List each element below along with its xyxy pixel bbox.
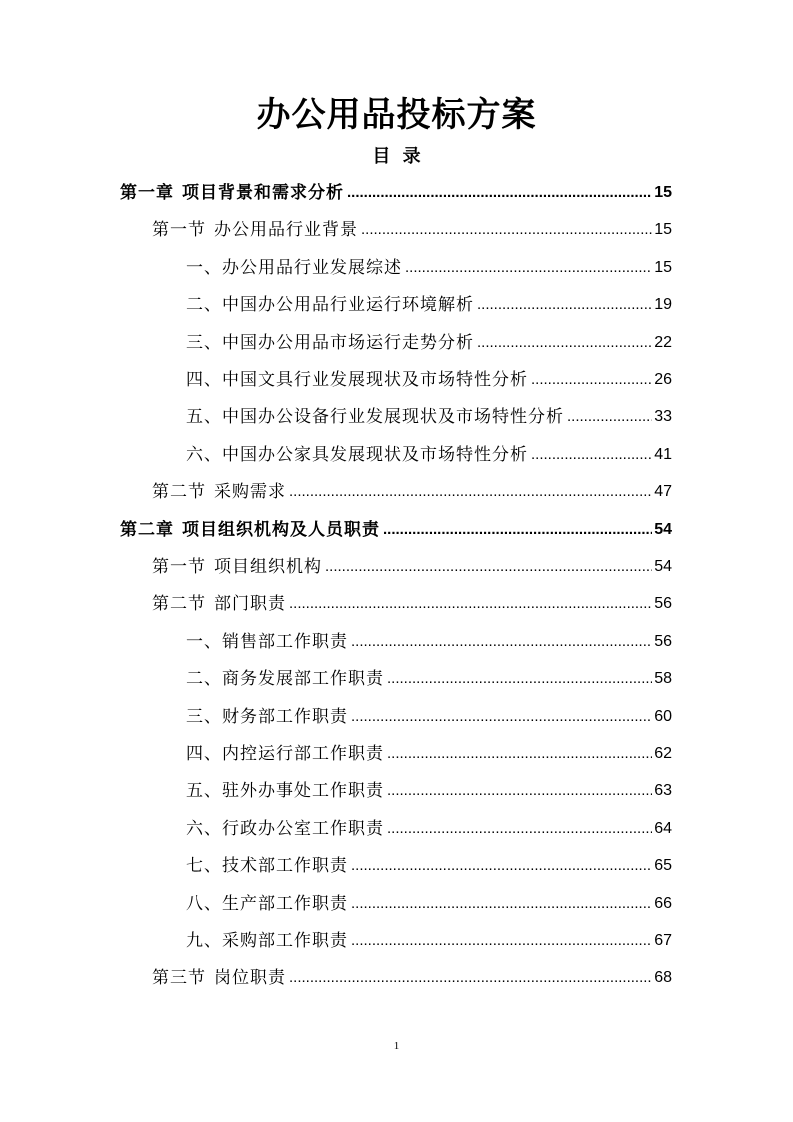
toc-entry-page: 15: [654, 184, 672, 201]
toc-entry-page: 33: [654, 408, 672, 426]
toc-entry-label: [186, 814, 384, 844]
toc-entry-label: [152, 477, 286, 507]
toc-entry-page: 63: [654, 782, 672, 800]
toc-entry-text: 中国办公家具发展现状及市场特性分析: [222, 444, 528, 465]
toc-entry-page: 65: [654, 857, 672, 875]
toc-entry-page: 58: [654, 670, 672, 688]
dot-leader: [387, 776, 652, 806]
toc-heading: 目 录: [372, 146, 421, 167]
toc-entry-number: 六、: [186, 818, 222, 839]
toc-entry-label: [186, 627, 348, 657]
toc-entry-text: 中国办公设备行业发展现状及市场特性分析: [222, 407, 564, 428]
toc-entry-number: 第一节: [152, 220, 206, 241]
dot-leader: [351, 926, 652, 956]
toc-entry-text: 项目组织机构: [214, 557, 322, 577]
dot-leader: [289, 963, 652, 993]
toc-entry-text: 办公用品行业发展综述: [222, 257, 402, 278]
toc-entry-page: 22: [654, 333, 672, 351]
dot-leader: [351, 851, 652, 881]
dot-leader: [325, 552, 652, 582]
toc-entry-text: 采购需求: [214, 482, 286, 503]
toc-entry-page: 56: [654, 632, 672, 650]
toc-entry-label: [152, 589, 286, 619]
dot-leader: [383, 515, 652, 545]
toc-entry-item[interactable]: [186, 776, 672, 806]
toc-entry-item[interactable]: [186, 440, 672, 470]
toc-entry-number: 四、: [186, 744, 222, 764]
toc-entry-number: 第三节: [152, 968, 206, 989]
toc-entry-page: 67: [654, 932, 672, 949]
dot-leader: [405, 253, 652, 283]
toc-entry-chapter[interactable]: [120, 178, 672, 208]
toc-entry-page: 54: [654, 558, 672, 575]
toc-entry-label: [186, 926, 348, 956]
toc-entry-number: 三、: [186, 332, 222, 353]
toc-entry-number: 第二节: [152, 594, 206, 615]
toc-entry-number: 一、: [186, 257, 222, 278]
toc-entry-text: 驻外办事处工作职责: [222, 781, 384, 802]
toc-entry-section[interactable]: [152, 963, 672, 993]
dot-leader: [387, 664, 652, 694]
toc-entry-text: 中国办公用品行业运行环境解析: [222, 295, 474, 316]
toc-entry-text: 生产部工作职责: [222, 893, 348, 914]
toc-entry-text: 办公用品行业背景: [214, 220, 358, 241]
toc-entry-page: 60: [654, 707, 672, 725]
toc-entry-item[interactable]: [186, 814, 672, 844]
toc-entry-text: 技术部工作职责: [222, 856, 348, 877]
toc-entry-page: 26: [654, 371, 672, 388]
toc-entry-text: 部门职责: [214, 594, 286, 615]
toc-entry-page: 15: [654, 221, 672, 239]
dot-leader: [361, 215, 652, 245]
toc-entry-number: 五、: [186, 781, 222, 802]
toc-entry-label: [186, 889, 348, 919]
toc-entry-page: 54: [654, 520, 672, 538]
dot-leader: [477, 328, 652, 358]
toc-entry-number: 七、: [186, 856, 222, 877]
toc-entry-label: [186, 365, 528, 395]
toc-entry-number: 五、: [186, 407, 222, 428]
dot-leader: [289, 477, 652, 507]
toc-entry-page: 47: [654, 483, 672, 501]
toc-entry-number: 第一章: [120, 183, 174, 203]
toc-entry-text: 采购部工作职责: [222, 931, 348, 951]
toc-entry-number: 三、: [186, 706, 222, 727]
toc-entry-item[interactable]: [186, 290, 672, 320]
toc-entry-page: 66: [654, 894, 672, 912]
toc-entry-label: [186, 739, 384, 769]
toc-entry-number: 九、: [186, 931, 222, 951]
toc-entry-item[interactable]: [186, 402, 672, 432]
toc-entry-label: [186, 851, 348, 881]
toc-entry-text: 中国办公用品市场运行走势分析: [222, 332, 474, 353]
dot-leader: [351, 889, 652, 919]
dot-leader: [477, 290, 652, 320]
toc-entry-number: 第二节: [152, 482, 206, 503]
toc-entry-chapter[interactable]: [120, 515, 672, 545]
toc-entry-label: [186, 290, 474, 320]
toc-entry-text: 项目组织机构及人员职责: [182, 519, 380, 540]
toc-entry-label: [186, 776, 384, 806]
toc-entry-label: [120, 178, 344, 208]
toc-entry-text: 财务部工作职责: [222, 706, 348, 727]
toc-entry-page: 68: [654, 969, 672, 987]
toc-entry-page: 62: [654, 745, 672, 762]
toc-entry-section[interactable]: [152, 215, 672, 245]
toc-entry-label: [152, 552, 322, 582]
toc-entry-label: [152, 963, 286, 993]
toc-entry-item[interactable]: [186, 664, 672, 694]
toc-entry-label: [186, 664, 384, 694]
toc-entry-item[interactable]: [186, 365, 672, 395]
toc-entry-text: 销售部工作职责: [222, 631, 348, 652]
toc-entry-label: [186, 253, 402, 283]
toc-entry-number: 二、: [186, 295, 222, 316]
dot-leader: [347, 178, 652, 208]
toc-entry-label: [152, 215, 358, 245]
toc-entry-label: [186, 402, 564, 432]
document-title: 办公用品投标方案: [256, 95, 537, 135]
toc-entry-item[interactable]: [186, 702, 672, 732]
toc-entry-item[interactable]: [186, 627, 672, 657]
toc-entry-section[interactable]: [152, 552, 672, 582]
toc-entry-label: [186, 440, 528, 470]
toc-entry-label: [120, 515, 380, 545]
toc-entry-text: 岗位职责: [214, 968, 286, 989]
toc-entry-page: 19: [654, 296, 672, 314]
toc-entry-number: 第二章: [120, 519, 174, 540]
page-number: 1: [393, 1040, 400, 1052]
toc-entry-number: 六、: [186, 444, 222, 465]
dot-leader: [531, 440, 652, 470]
dot-leader: [531, 365, 652, 395]
toc-entry-text: 中国文具行业发展现状及市场特性分析: [222, 370, 528, 390]
toc-entry-item[interactable]: [186, 851, 672, 881]
toc-entry-page: 56: [654, 595, 672, 613]
toc-entry-item[interactable]: [186, 889, 672, 919]
toc-entry-item[interactable]: [186, 328, 672, 358]
toc-entry-section[interactable]: [152, 477, 672, 507]
toc-entry-section[interactable]: [152, 589, 672, 619]
dot-leader: [567, 402, 652, 432]
dot-leader: [387, 739, 652, 769]
toc-entry-text: 项目背景和需求分析: [182, 183, 344, 203]
toc-entry-page: 41: [654, 445, 672, 463]
toc-entry-number: 第一节: [152, 557, 206, 577]
toc-entry-page: 64: [654, 819, 672, 837]
toc-entry-item[interactable]: [186, 926, 672, 956]
toc-entry-number: 四、: [186, 370, 222, 390]
toc-entry-page: 15: [654, 258, 672, 276]
toc-entry-text: 行政办公室工作职责: [222, 818, 384, 839]
toc-entry-text: 商务发展部工作职责: [222, 669, 384, 690]
toc-entry-number: 二、: [186, 669, 222, 690]
toc-entry-item[interactable]: [186, 739, 672, 769]
toc-entry-item[interactable]: [186, 253, 672, 283]
dot-leader: [351, 627, 652, 657]
dot-leader: [351, 702, 652, 732]
toc-entry-text: 内控运行部工作职责: [222, 744, 384, 764]
toc-entry-number: 八、: [186, 893, 222, 914]
toc-entry-label: [186, 702, 348, 732]
dot-leader: [289, 589, 652, 619]
toc-entry-number: 一、: [186, 631, 222, 652]
dot-leader: [387, 814, 652, 844]
toc-entry-label: [186, 328, 474, 358]
